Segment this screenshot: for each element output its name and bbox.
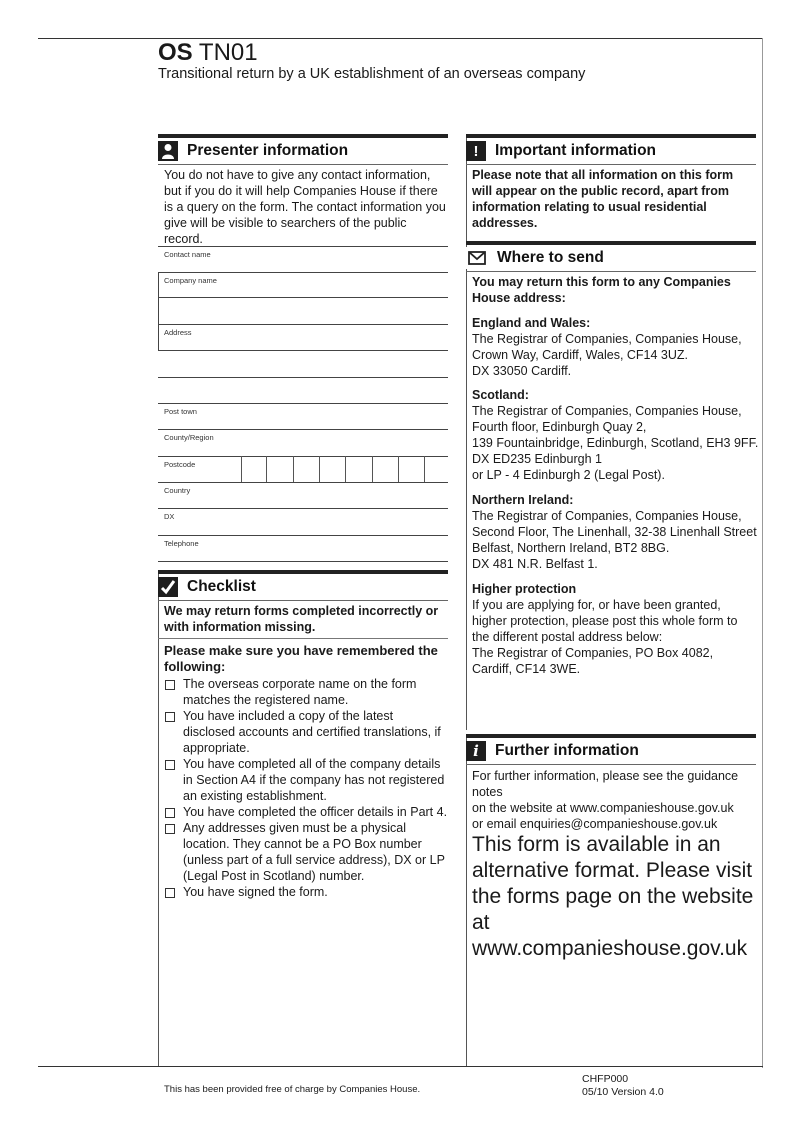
- postcode-box-divider: [424, 456, 425, 482]
- postcode-box-divider: [293, 456, 294, 482]
- checkbox[interactable]: [165, 808, 175, 818]
- address-field-line3[interactable]: [158, 377, 448, 404]
- info-icon: i: [466, 741, 486, 761]
- higher-protection: Higher protection If you are applying for, or have been granted, higher protection, please post this whole form to the different postal address below: The Registrar of Companies, PO Box 4082, Cardiff, CF14 3WE.: [472, 582, 738, 676]
- further-text: For further information, please see the guidance notes on the website at www.companieshouse.gov.uk or email enquiries@companieshouse.gov.uk: [472, 769, 739, 831]
- where-intro: You may return this form to any Companies House address:: [472, 275, 731, 305]
- country-field[interactable]: Country: [158, 482, 448, 509]
- england-address: England and Wales: The Registrar of Companies, Companies House, Crown Way, Cardiff, Wales, CF14 3UZ. DX 33050 Cardiff.: [472, 316, 742, 378]
- alternative-format-note: This form is available in an alternative format. Please visit the forms page on the website at www.companieshouse.gov.uk: [472, 833, 754, 960]
- scotland-address: Scotland: The Registrar of Companies, Companies House, Fourth floor, Edinburgh Quay 2, 139 Fountainbridge, Edinburgh, Scotland, EH3 9FF. DX ED235 Edinburgh 1 or LP - 4 Edinburgh 2 (Legal Post).: [472, 388, 759, 482]
- important-text: Please note that all information on this form will appear on the public record, apart from information relating to usual residential addresses.: [472, 168, 734, 230]
- checklist-item[interactable]: You have signed the form.: [164, 884, 448, 900]
- address-field-line2[interactable]: [158, 350, 448, 378]
- person-icon: [158, 141, 178, 161]
- form-subtitle: Transitional return by a UK establishment of an overseas company: [158, 66, 586, 82]
- checklist-item[interactable]: You have included a copy of the latest disclosed accounts and certified translations, if appropriate.: [164, 708, 448, 756]
- envelope-icon: [466, 247, 488, 269]
- right-column-rule-lower: [466, 736, 467, 1066]
- checklist-items: [164, 676, 448, 900]
- contact-name-field[interactable]: Contact name: [158, 246, 448, 273]
- checkbox[interactable]: [165, 712, 175, 722]
- checkbox[interactable]: [165, 680, 175, 690]
- telephone-field[interactable]: Telephone: [158, 535, 448, 562]
- checkbox[interactable]: [165, 824, 175, 834]
- checklist-item[interactable]: You have completed all of the company details in Section A4 if the company has not registered an existing establishment.: [164, 756, 448, 804]
- check-icon: [158, 577, 178, 597]
- checklist-intro: Please make sure you have remembered the following:: [164, 643, 438, 674]
- county-field[interactable]: County/Region: [158, 429, 448, 457]
- postcode-box-divider: [345, 456, 346, 482]
- presenter-section-header: Presenter information: [158, 134, 448, 165]
- form-code: OS TN01: [158, 39, 258, 66]
- exclamation-icon: !: [466, 141, 486, 161]
- checklist-divider: [158, 638, 448, 639]
- company-name-field-line2[interactable]: [158, 297, 448, 325]
- company-name-field[interactable]: Company name: [158, 272, 448, 325]
- right-column-rule: [466, 134, 467, 730]
- further-section-header: i Further information: [466, 734, 756, 765]
- presenter-intro: You do not have to give any contact information, but if you do it will help Companies House if there is a query on the form. The contact information you give will be visible to searchers of the public record.: [164, 168, 446, 246]
- postcode-box-divider: [372, 456, 373, 482]
- important-section-header: ! Important information: [466, 134, 756, 165]
- address-field[interactable]: Address: [158, 324, 448, 351]
- bottom-rule: [38, 1066, 763, 1067]
- where-section-header: Where to send: [466, 241, 756, 272]
- post-town-field[interactable]: Post town: [158, 403, 448, 430]
- checklist-item[interactable]: You have completed the officer details in Part 4.: [164, 804, 448, 820]
- footer-version: CHFP000 05/10 Version 4.0: [582, 1073, 664, 1098]
- checklist-item[interactable]: Any addresses given must be a physical location. They cannot be a PO Box number (unless part of a full service address), DX or LP (Legal Post in Scotland) number.: [164, 820, 448, 884]
- postcode-field[interactable]: Postcode: [158, 456, 448, 483]
- postcode-box-divider: [241, 456, 242, 482]
- left-column-rule: [158, 572, 159, 1066]
- checkbox[interactable]: [165, 888, 175, 898]
- dx-field[interactable]: DX: [158, 508, 448, 536]
- checklist-section-header: Checklist: [158, 570, 448, 601]
- checklist-warning: We may return forms completed incorrectly or with information missing.: [164, 604, 439, 634]
- address-block-side: [158, 272, 159, 350]
- checklist-item[interactable]: The overseas corporate name on the form matches the registered name.: [164, 676, 448, 708]
- postcode-box-divider: [266, 456, 267, 482]
- ni-address: Northern Ireland: The Registrar of Companies, Companies House, Second Floor, The Linenhall, 32-38 Linenhall Street Belfast, Northern Ireland, BT2 8BG. DX 481 N.R. Belfast 1.: [472, 493, 757, 571]
- postcode-box-divider: [319, 456, 320, 482]
- footer-note: This has been provided free of charge by Companies House.: [164, 1084, 421, 1095]
- top-rule: [38, 38, 763, 39]
- postcode-box-divider: [398, 456, 399, 482]
- presenter-fields-bottom: [158, 561, 448, 562]
- checkbox[interactable]: [165, 760, 175, 770]
